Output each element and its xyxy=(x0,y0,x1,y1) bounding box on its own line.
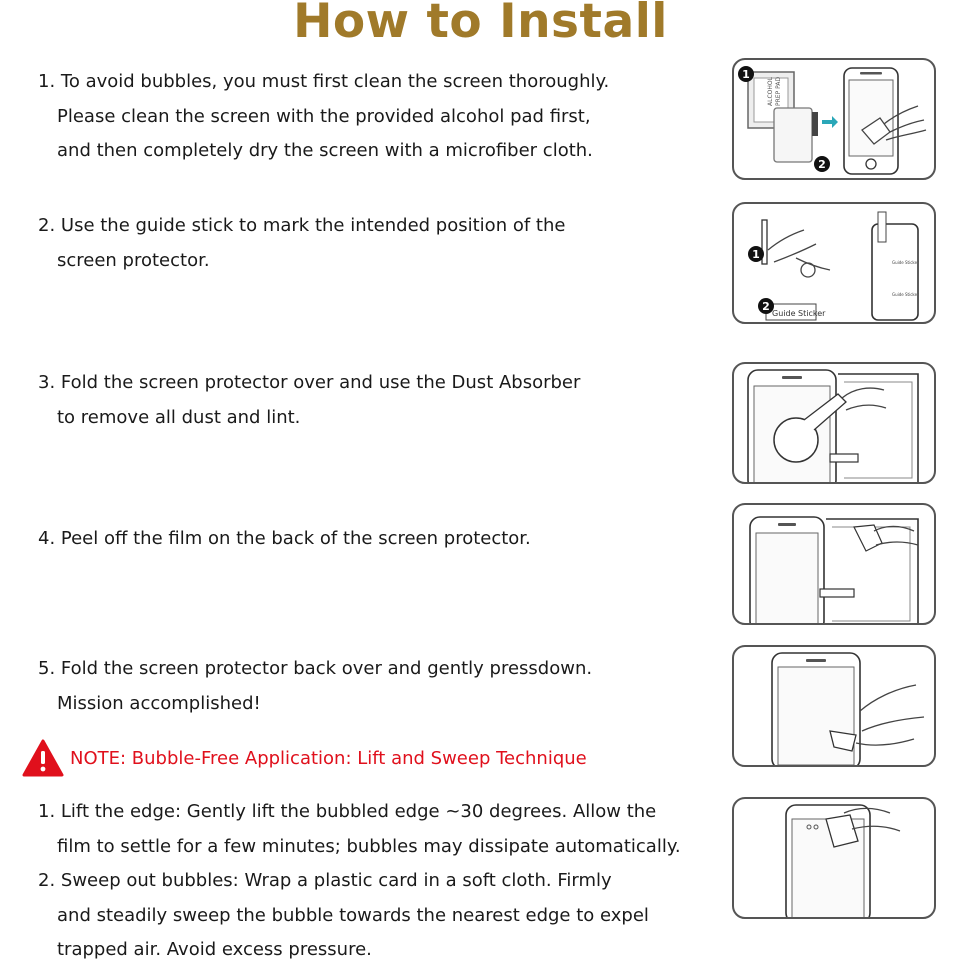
page-title: How to Install xyxy=(293,0,668,49)
step-2 xyxy=(38,209,565,278)
tip-1 xyxy=(38,795,681,864)
guide-badge-2-text: 2 xyxy=(762,300,770,313)
step-5-line-2: Mission accomplished! xyxy=(57,692,261,714)
step-3-line-1: 3. Fold the screen protector over and use the Dust Absorber xyxy=(38,372,581,393)
step-1-line-2: Please clean the screen with the provided alcohol pad first, xyxy=(57,105,591,127)
arrow-icon xyxy=(822,116,838,128)
badge-1-text: 1 xyxy=(742,68,750,81)
tip-1-line-1: 1. Lift the edge: Gently lift the bubbled edge ~30 degrees. Allow the xyxy=(38,801,657,822)
pad-label-1: ALCOHOL xyxy=(767,77,774,106)
step-2-line-1: 2. Use the guide stick to mark the intended position of the xyxy=(38,215,566,236)
badge-2-text: 2 xyxy=(818,158,826,171)
tip-2-line-1: 2. Sweep out bubbles: Wrap a plastic card in a soft cloth. Firmly xyxy=(38,870,612,891)
guide-badge-1-text: 1 xyxy=(752,248,760,261)
illustration-sweep-bubbles xyxy=(732,797,936,919)
tip-2 xyxy=(38,864,649,968)
guide-stick-drawing xyxy=(734,204,936,324)
step-3-line-2: to remove all dust and lint. xyxy=(57,406,301,428)
mark-label-1: Guide Sticker xyxy=(892,260,919,265)
warning-icon xyxy=(22,739,64,777)
pad-label-2: PREP PAD xyxy=(775,76,782,106)
tip-2-line-3: trapped air. Avoid excess pressure. xyxy=(57,939,372,960)
illustration-guide-stick xyxy=(732,202,936,324)
step-1 xyxy=(38,65,609,169)
step-1-line-1: 1. To avoid bubbles, you must first clean the screen thoroughly. xyxy=(38,71,610,92)
tip-2-line-2: and steadily sweep the bubble towards the nearest edge to expel xyxy=(57,904,649,926)
tip-1-line-2: film to settle for a few minutes; bubbles may dissipate automatically. xyxy=(57,835,681,857)
clean-screen-drawing xyxy=(734,60,936,180)
note-text: NOTE: Bubble-Free Application: Lift and Sweep Technique xyxy=(70,747,587,769)
mark-label-2: Guide Sticker xyxy=(892,292,919,297)
step-5-line-1: 5. Fold the screen protector back over and gently pressdown. xyxy=(38,658,593,679)
guide-sticker-label: Guide Sticker xyxy=(772,309,826,318)
press-down-drawing xyxy=(734,647,936,767)
step-4-line-1: 4. Peel off the film on the back of the screen protector. xyxy=(38,528,531,549)
step-4 xyxy=(38,522,531,557)
illustration-peel-film xyxy=(732,503,936,625)
sweep-bubbles-drawing xyxy=(734,799,936,919)
step-3 xyxy=(38,366,580,435)
dust-absorber-drawing xyxy=(734,364,936,484)
illustration-clean-screen xyxy=(732,58,936,180)
illustration-press-down xyxy=(732,645,936,767)
note-banner xyxy=(22,738,587,778)
illustration-dust-absorber xyxy=(732,362,936,484)
step-1-line-3: and then completely dry the screen with a microfiber cloth. xyxy=(57,140,593,161)
step-2-line-2: screen protector. xyxy=(57,249,210,271)
peel-film-drawing xyxy=(734,505,936,625)
step-5 xyxy=(38,652,592,721)
